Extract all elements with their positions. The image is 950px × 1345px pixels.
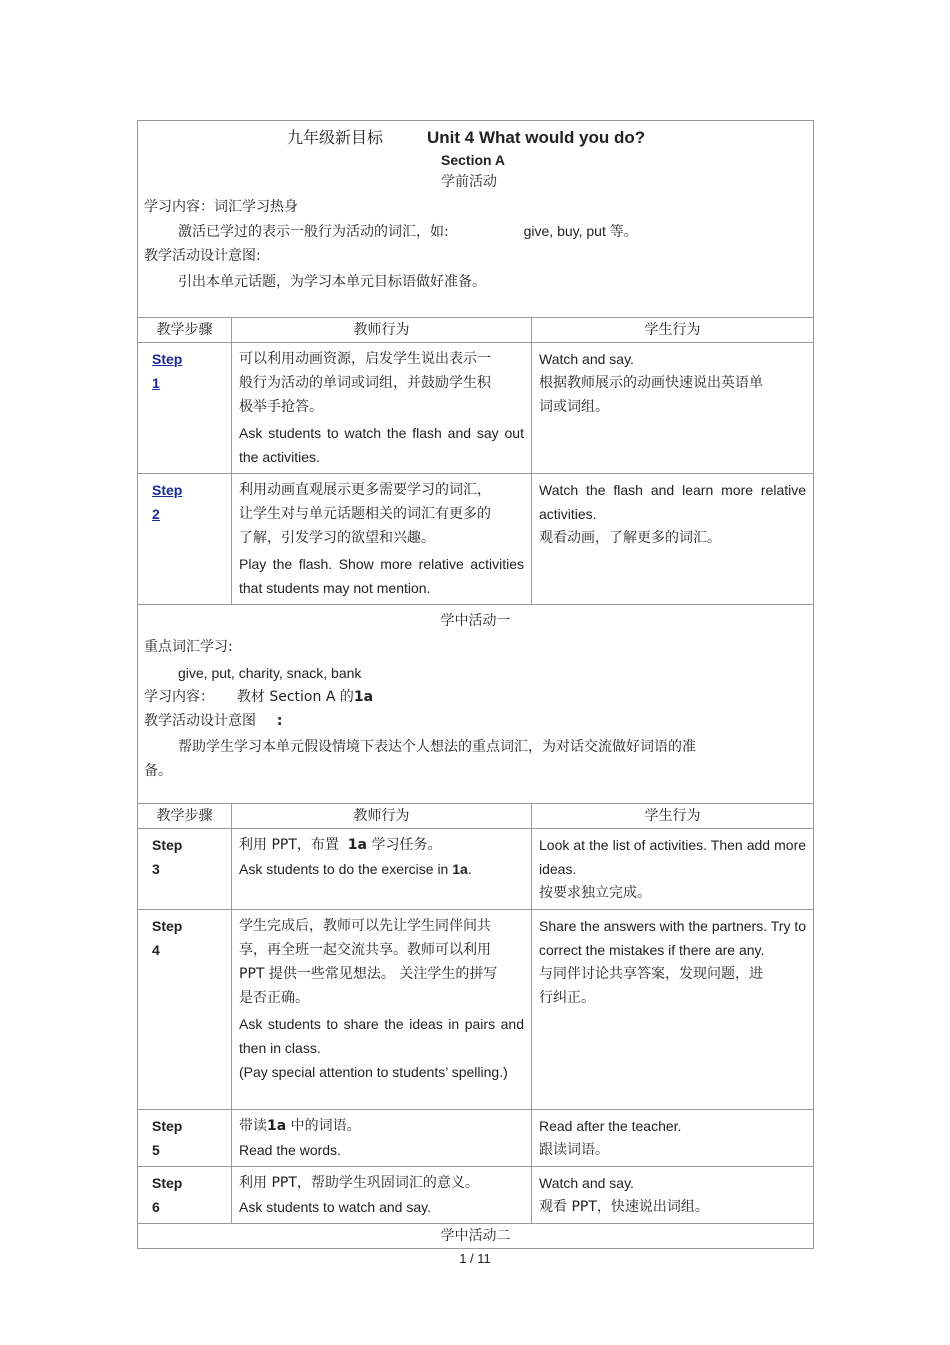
step-5-student <box>532 1110 814 1167</box>
teacher-text-cn: 学生完成后，教师可以先让学生同伴间共享，再全班一起交流共享。教师可以利用 PPT 提供一些常见想法。 关注学生的拼写是否正确。 <box>239 918 498 1006</box>
teacher-text-en: Ask students to do the exercise in 1a. <box>239 861 472 877</box>
col-header-student: 学生行为 <box>532 318 814 343</box>
content-label: 学习内容： <box>144 689 214 705</box>
student-text-cn: 跟读词语。 <box>539 1142 609 1158</box>
step-6-teacher <box>232 1167 532 1224</box>
phase-title: 学前活动 <box>441 174 497 190</box>
step-5-teacher <box>232 1110 532 1167</box>
table-row <box>138 1110 814 1167</box>
student-text-en: Look at the list of activities. Then add more ideas. <box>539 837 807 877</box>
student-text-en: Watch and say. <box>539 351 634 367</box>
content-section: Section A 的 <box>269 689 354 705</box>
table-row <box>138 343 814 474</box>
content-1a: 1a <box>353 689 374 705</box>
student-text-cn: 与同伴讨论共享答案，发现问题，进行纠正。 <box>539 966 763 1006</box>
section-label: Section A <box>441 152 506 168</box>
student-text-cn: 观看动画，了解更多的词汇。 <box>539 530 721 546</box>
intent-label: 教学活动设计意图: <box>144 248 261 264</box>
step-3-teacher <box>232 829 532 910</box>
teacher-text-cn: 可以利用动画资源，启发学生说出表示一般行为活动的单词或词组，并鼓励学生积极举手抢答。 <box>239 351 491 415</box>
teacher-text-en: Ask students to watch and say. <box>239 1199 431 1215</box>
student-text-en: Read after the teacher. <box>539 1118 682 1134</box>
step-1-label: Step1 <box>138 343 232 474</box>
col-header-teacher: 教师行为 <box>232 804 532 829</box>
step-6-label: Step6 <box>138 1167 232 1224</box>
student-text-en: Share the answers with the partners. Try to correct the mistakes if there are any. <box>539 918 807 958</box>
step-1-student <box>532 343 814 474</box>
page-number: 1 / 11 <box>459 1251 491 1266</box>
teacher-text-cn: 带读1a 中的词语。 <box>239 1118 361 1134</box>
step-4-teacher <box>232 910 532 1110</box>
intent-text-end: 备。 <box>144 763 172 779</box>
col-header-teacher: 教师行为 <box>232 318 532 343</box>
step-2-student <box>532 474 814 605</box>
vocab-label: 重点词汇学习: <box>144 639 233 655</box>
col-header-step: 教学步骤 <box>138 318 232 343</box>
lesson-plan-page <box>137 120 813 1249</box>
step-4-student <box>532 910 814 1110</box>
mid1-cell <box>138 605 814 804</box>
content-label: 学习内容：词汇学习热身 <box>144 199 298 215</box>
teacher-text-cn: 利用 PPT，帮助学生巩固词汇的意义。 <box>239 1175 479 1191</box>
step-3-student <box>532 829 814 910</box>
col-header-student: 学生行为 <box>532 804 814 829</box>
table-row <box>138 1167 814 1224</box>
content-examples: give, buy, put 等。 <box>523 223 638 239</box>
table-row <box>138 829 814 910</box>
student-text-en: Watch the flash and learn more relative activities. <box>539 482 807 522</box>
grade-label: 九年级新目标 <box>287 128 384 147</box>
mid2-title: 学中活动二 <box>138 1224 814 1249</box>
step-4-label: Step4 <box>138 910 232 1110</box>
content-text <box>144 219 807 244</box>
mid1-intent <box>144 709 807 733</box>
teacher-text-cn: 利用 PPT，布置 1a 学习任务。 <box>239 837 442 853</box>
mid1-content <box>144 685 807 709</box>
student-text-en: Watch and say. <box>539 1175 634 1191</box>
step-6-student <box>532 1167 814 1224</box>
col-header-step: 教学步骤 <box>138 804 232 829</box>
teacher-text-en: Play the flash. Show more relative activities that students may not mention. <box>239 556 524 596</box>
teacher-text-en: Ask students to watch the flash and say out the activities. <box>239 425 524 465</box>
step-5-label: Step5 <box>138 1110 232 1167</box>
intro-cell <box>138 121 814 318</box>
step-3-label: Step3 <box>138 829 232 910</box>
teacher-text-en: Read the words. <box>239 1142 341 1158</box>
content-book: 教材 <box>236 689 265 705</box>
intent-label: 教学活动设计意图 <box>144 713 256 729</box>
teacher-text-cn: 利用动画直观展示更多需要学习的词汇，让学生对与单元话题相关的词汇有更多的了解，引发学习的欲望和兴趣。 <box>239 482 491 546</box>
intent-text: 帮助学生学习本单元假设情境下表达个人想法的重点词汇，为对话交流做好词语的准 <box>178 739 696 755</box>
student-text-cn: 观看 PPT，快速说出词组。 <box>539 1199 709 1215</box>
intent-colon: : <box>276 713 283 729</box>
doc-title <box>144 125 807 149</box>
vocab-list: give, put, charity, snack, bank <box>178 665 362 681</box>
student-text-cn: 根据教师展示的动画快速说出英语单词或词组。 <box>539 375 763 415</box>
mid1-title: 学中活动一 <box>440 613 511 629</box>
teacher-text-en: Ask students to share the ideas in pairs and then in class. <box>239 1016 524 1056</box>
teacher-note-en: (Pay special attention to students’ spelling.) <box>239 1064 508 1080</box>
student-text-cn: 按要求独立完成。 <box>539 885 651 901</box>
table-row <box>138 474 814 605</box>
table-row <box>138 910 814 1110</box>
content-description: 激活已学过的表示一般行为活动的词汇，如: <box>178 224 449 240</box>
step-1-teacher <box>232 343 532 474</box>
lesson-plan-table <box>137 120 814 1249</box>
step-2-label: Step2 <box>138 474 232 605</box>
step-2-teacher <box>232 474 532 605</box>
intent-text: 引出本单元话题，为学习本单元目标语做好准备。 <box>178 274 486 290</box>
unit-title: Unit 4 What would you do? <box>427 128 646 147</box>
